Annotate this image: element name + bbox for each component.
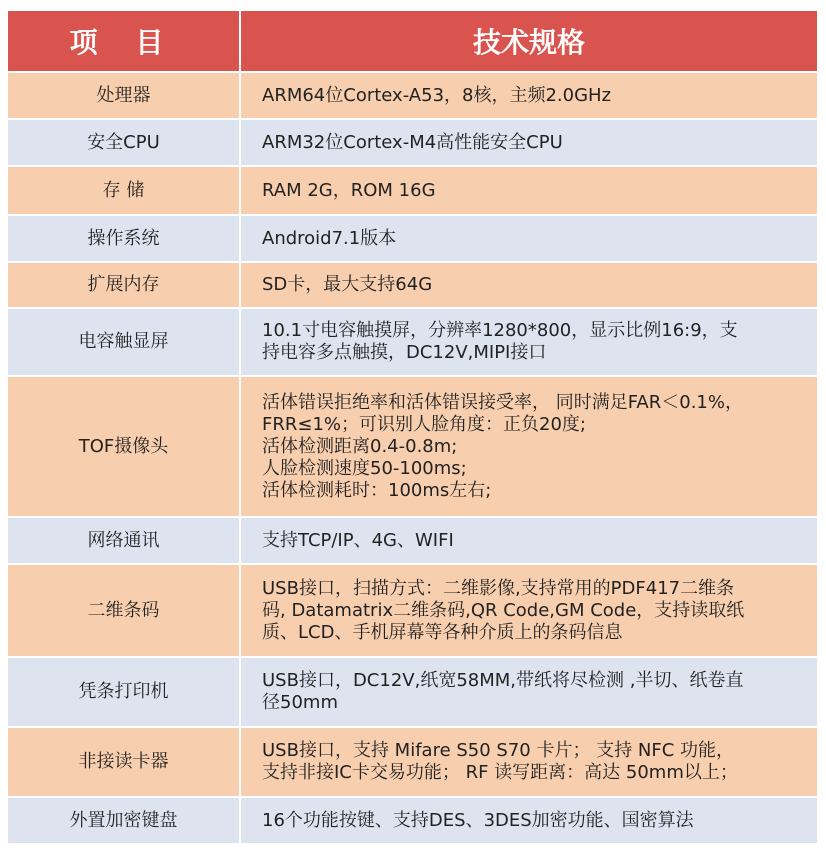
- spec-item-value: [241, 518, 817, 565]
- spec-row: [8, 309, 817, 377]
- spec-value-line: ARM64位Cortex-A53，8核，主频2.0GHz: [262, 84, 612, 106]
- spec-item-name: 存 储: [8, 167, 241, 216]
- spec-value-line: 活体错误拒绝率和活体错误接受率， 同时满足FAR＜0.1%，: [262, 391, 743, 413]
- spec-item-name: 扩展内存: [8, 263, 241, 309]
- spec-value-line: 持电容多点触摸，DC12V,MIPI接口: [262, 342, 547, 363]
- spec-value-line: 支持非接IC卡交易功能； RF 读写距离：高达 50mm以上；: [262, 762, 738, 783]
- header-row: [8, 11, 817, 73]
- spec-item-value: [241, 120, 817, 167]
- spec-item-value: [241, 309, 817, 377]
- spec-row: [8, 73, 817, 120]
- spec-value-line: USB接口，支持 Mifare S50 S70 卡片； 支持 NFC 功能，: [262, 740, 735, 761]
- spec-value-line: ARM32位Cortex-M4高性能安全CPU: [262, 131, 563, 153]
- spec-item-name: 操作系统: [8, 216, 241, 263]
- spec-item-value: [241, 263, 817, 309]
- spec-value-line: SD卡，最大支持64G: [262, 274, 433, 295]
- spec-item-name: 网络通讯: [8, 518, 241, 565]
- spec-item-name: 安全CPU: [8, 120, 241, 167]
- spec-item-value: [241, 565, 817, 658]
- spec-value-line: 径50mm: [262, 692, 338, 713]
- spec-value-line: 16个功能按键、支持DES、3DES加密功能、国密算法: [262, 809, 694, 831]
- spec-value-line: 码, Datamatrix二维条码,QR Code,GM Code，支持读取纸: [262, 599, 745, 621]
- spec-row: [8, 120, 817, 167]
- spec-value-line: 质、LCD、手机屏幕等各种介质上的条码信息: [262, 621, 623, 643]
- spec-value-line: RAM 2G，ROM 16G: [262, 179, 436, 201]
- spec-row: [8, 798, 817, 845]
- spec-item-value: [241, 216, 817, 263]
- spec-item-value: [241, 73, 817, 120]
- spec-item-value: [241, 728, 817, 798]
- spec-value-line: Android7.1版本: [262, 227, 397, 249]
- spec-item-name: 非接读卡器: [8, 728, 241, 798]
- spec-row: [8, 263, 817, 309]
- spec-row: [8, 658, 817, 728]
- spec-value-line: 10.1寸电容触摸屏，分辨率1280*800，显示比例16:9，支: [262, 320, 738, 341]
- spec-value-line: 活体检测距离0.4-0.8m;: [262, 435, 458, 457]
- spec-item-value: [241, 377, 817, 518]
- spec-value-line: 活体检测耗时：100ms左右;: [262, 479, 492, 501]
- spec-item-name: 凭条打印机: [8, 658, 241, 728]
- spec-value-line: 人脸检测速度50-100ms;: [262, 457, 467, 479]
- spec-item-name: 处理器: [8, 73, 241, 120]
- spec-row: [8, 518, 817, 565]
- spec-row: [8, 377, 817, 518]
- spec-table: [8, 11, 817, 845]
- spec-item-name: TOF摄像头: [8, 377, 241, 518]
- spec-body: [8, 73, 817, 845]
- spec-item-name: 外置加密键盘: [8, 798, 241, 845]
- header-item: 项 目: [8, 11, 241, 73]
- spec-row: [8, 167, 817, 216]
- spec-row: [8, 216, 817, 263]
- spec-item-value: [241, 658, 817, 728]
- spec-item-name: 二维条码: [8, 565, 241, 658]
- spec-row: [8, 728, 817, 798]
- spec-value-line: USB接口，扫描方式：二维影像,支持常用的PDF417二维条: [262, 577, 735, 599]
- spec-value-line: 支持TCP/IP、4G、WIFI: [262, 529, 454, 551]
- spec-value-line: USB接口，DC12V,纸宽58MM,带纸将尽检测 ,半切、纸卷直: [262, 670, 744, 691]
- spec-item-value: [241, 167, 817, 216]
- spec-row: [8, 565, 817, 658]
- header-spec: 技术规格: [241, 11, 817, 73]
- spec-item-value: [241, 798, 817, 845]
- spec-item-name: 电容触显屏: [8, 309, 241, 377]
- spec-value-line: FRR≤1%；可识别人脸角度：正负20度;: [262, 413, 586, 435]
